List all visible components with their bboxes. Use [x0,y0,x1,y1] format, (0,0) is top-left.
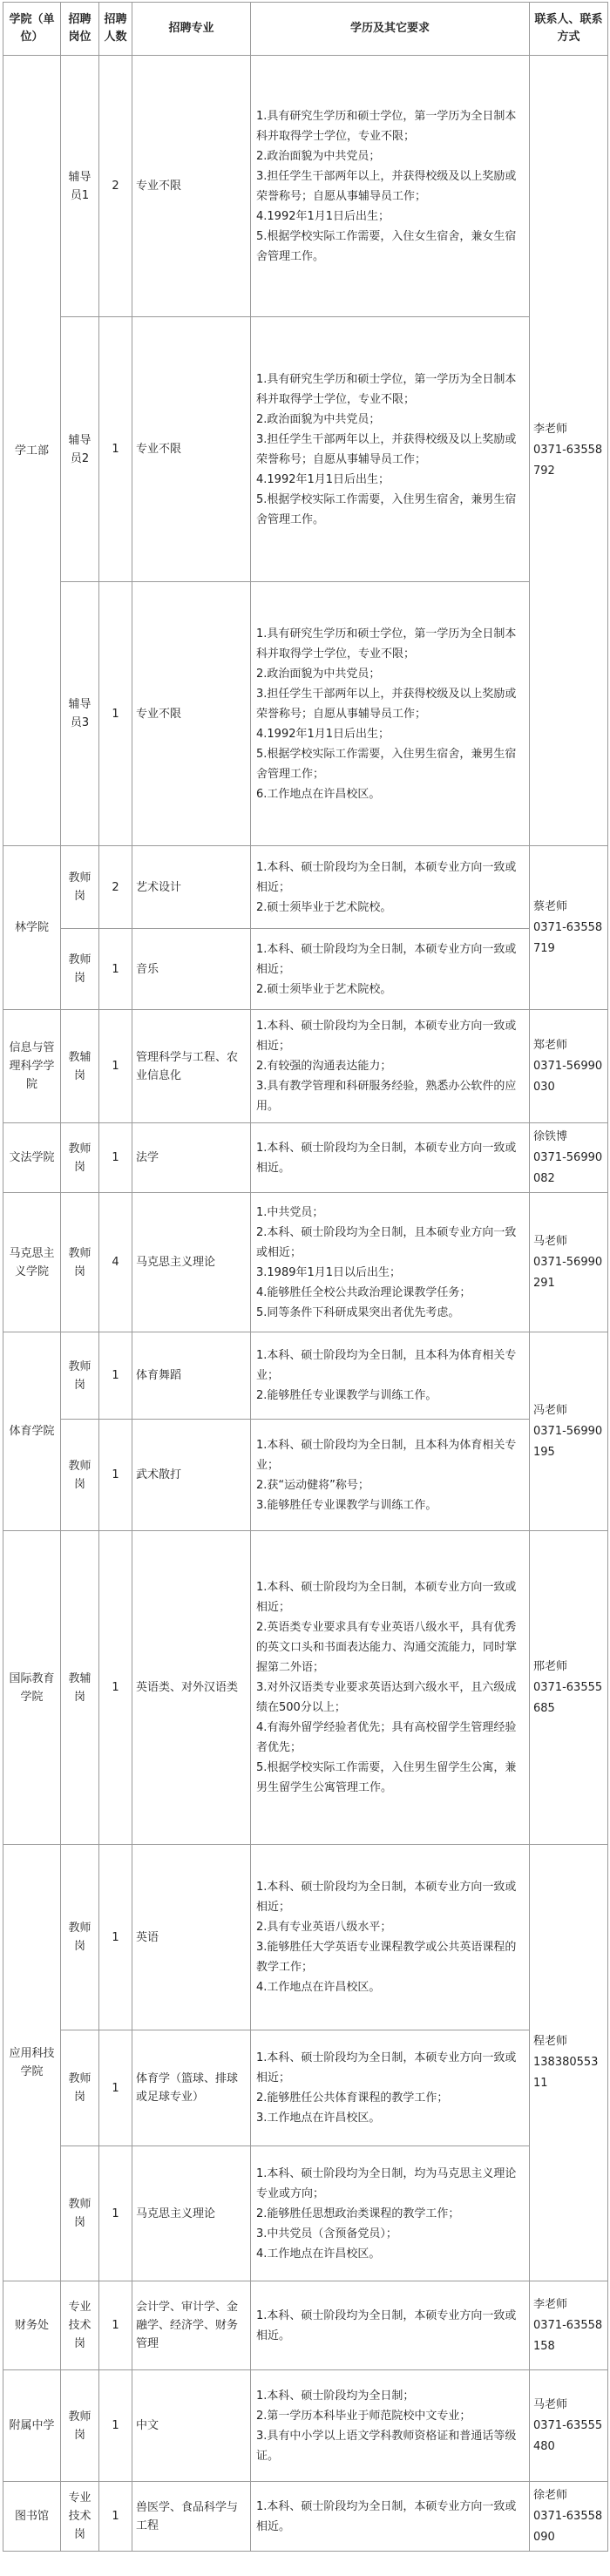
major-cell: 音乐 [132,929,251,1010]
requirement-line: 1.本科、硕士阶段均为全日制，本硕专业方向一致或相近； [256,860,517,894]
requirement-line: 2.第一学历本科毕业于师范院校中文专业； [256,2409,471,2423]
requirements-cell [251,1123,530,1193]
table-row [3,1193,608,1332]
table-row [3,846,608,929]
contact-line: 0371-56990030 [533,1059,603,1094]
requirement-line: 1.具有研究生学历和硕士学位，第一学历为全日制本科并取得学士学位，专业不限； [256,372,517,406]
major-cell: 体育舞蹈 [132,1332,251,1420]
requirements-cell [251,1420,530,1531]
requirement-line: 3.能够胜任大学英语专业课程教学或公共英语课程的教学工作； [256,1941,517,1974]
requirement-line: 4.有海外留学经验者优先；具有高校留学生管理经验者优先； [256,1721,517,1754]
recruitment-table [3,2,608,2552]
requirement-line: 3.1989年1月1日以后出生； [256,1265,402,1279]
major-cell: 专业不限 [132,317,251,582]
requirement-line: 3.工作地点在许昌校区。 [256,2112,381,2125]
requirement-line: 3.对外汉语类专业要求英语达到六级水平，且六级成绩在500分以上； [256,1681,517,1714]
post-cell: 教师岗 [61,1332,99,1420]
major-cell: 马克思主义理论 [132,1193,251,1332]
contact-cell [530,1332,608,1531]
header-contact: 联系人、联系方式 [530,3,608,56]
requirement-line: 4.能够胜任全校公共政治理论课教学任务； [256,1285,471,1299]
post-cell: 教师岗 [61,1193,99,1332]
requirement-line: 1.本科、硕士阶段均为全日制，本硕专业方向一致或相近； [256,2051,517,2085]
requirement-line: 3.担任学生干部两年以上，并获得校级及以上奖励或荣誉称号；自愿从事辅导员工作； [256,432,517,466]
contact-line: 邢老师 [533,1659,568,1673]
unit-cell: 林学院 [3,846,61,1010]
unit-cell: 文法学院 [3,1123,61,1193]
contact-line: 马老师 [533,2397,568,2411]
table-row [3,1123,608,1193]
requirement-line: 2.硕士须毕业于艺术院校。 [256,982,392,996]
count-cell: 1 [99,2146,132,2281]
requirements-cell [251,2281,530,2370]
requirement-line: 1.本科、硕士阶段均为全日制，本硕专业方向一致或相近； [256,1020,517,1053]
contact-cell [530,56,608,846]
requirements-cell [251,1531,530,1845]
requirement-line: 3.具有教学管理和科研服务经验，熟悉办公软件的应用。 [256,1080,517,1113]
unit-cell: 信息与管理科学学院 [3,1010,61,1123]
table-row [3,2030,608,2146]
post-cell: 教辅岗 [61,1010,99,1123]
contact-line: 蔡老师 [533,899,568,913]
contact-cell [530,1123,608,1193]
requirements-cell [251,1332,530,1420]
requirement-line: 1.具有研究生学历和硕士学位，第一学历为全日制本科并取得学士学位，专业不限； [256,627,517,661]
post-cell: 教师岗 [61,2370,99,2482]
requirement-line: 1.本科、硕士阶段均为全日制，均为马克思主义理论专业或方向； [256,2166,517,2200]
requirements-cell [251,846,530,929]
requirements-cell [251,2146,530,2281]
header-num: 招聘人数 [99,3,132,56]
contact-line: 徐铁博 [533,1129,568,1143]
requirement-line: 5.根据学校实际工作需要，入住男生宿舍，兼男生宿舍管理工作； [256,747,517,781]
contact-line: 李老师 [533,423,568,436]
requirement-line: 2.有较强的沟通表达能力； [256,1060,392,1073]
unit-cell: 图书馆 [3,2482,61,2552]
unit-cell: 学工部 [3,56,61,846]
count-cell: 1 [99,1420,132,1531]
unit-cell: 应用科技学院 [3,1845,61,2281]
unit-cell: 国际教育学院 [3,1531,61,1845]
count-cell: 1 [99,1531,132,1845]
requirement-line: 4.1992年1月1日后出生； [256,727,390,741]
requirements-cell [251,56,530,317]
count-cell: 1 [99,2482,132,2552]
post-cell: 教师岗 [61,1420,99,1531]
count-cell: 1 [99,1123,132,1193]
requirement-line: 4.1992年1月1日后出生； [256,472,390,486]
count-cell: 1 [99,317,132,582]
contact-cell [530,1193,608,1332]
requirements-cell [251,2030,530,2146]
contact-line: 0371-63558158 [533,2318,603,2353]
requirement-line: 2.能够胜任公共体育课程的教学工作； [256,2091,449,2105]
contact-line: 13838055311 [533,2056,599,2090]
requirement-line: 1.具有研究生学历和硕士学位，第一学历为全日制本科并取得学士学位，专业不限； [256,109,517,143]
post-cell: 教辅岗 [61,1531,99,1845]
post-cell: 教师岗 [61,929,99,1010]
contact-line: 0371-56990195 [533,1424,603,1459]
major-cell: 武术散打 [132,1420,251,1531]
major-cell: 会计学、审计学、金融学、经济学、财务管理 [132,2281,251,2370]
requirement-line: 2.硕士须毕业于艺术院校。 [256,900,392,914]
contact-cell [530,1531,608,1845]
requirements-cell [251,1845,530,2030]
contact-line: 0371-63555685 [533,1680,603,1715]
contact-line: 0371-56990291 [533,1255,603,1290]
major-cell: 兽医学、食品科学与工程 [132,2482,251,2552]
table-row [3,317,608,582]
requirement-line: 2.政治面貌为中共党员； [256,149,381,163]
requirement-line: 2.获“运动健将”称号； [256,1478,369,1492]
post-cell: 专业技术岗 [61,2281,99,2370]
count-cell: 2 [99,56,132,317]
table-row [3,1420,608,1531]
requirement-line: 1.本科、硕士阶段均为全日制，本硕专业方向一致或相近； [256,942,517,976]
contact-line: 0371-63558719 [533,920,603,955]
post-cell: 教师岗 [61,1123,99,1193]
count-cell: 1 [99,2281,132,2370]
requirement-line: 2.政治面貌为中共党员； [256,412,381,426]
contact-line: 徐老师 [533,2488,568,2502]
table-row [3,1332,608,1420]
requirements-cell [251,1193,530,1332]
post-cell: 辅导员2 [61,317,99,582]
header-post: 招聘岗位 [61,3,99,56]
requirement-line: 2.能够胜任专业课教学与训练工作。 [256,1389,437,1402]
count-cell: 1 [99,2030,132,2146]
contact-line: 0371-63555480 [533,2418,603,2453]
contact-line: 程老师 [533,2035,568,2048]
requirement-line: 1.本科、硕士阶段均为全日制，且本科为体育相关专业； [256,1438,517,1472]
requirements-cell [251,929,530,1010]
major-cell: 马克思主义理论 [132,2146,251,2281]
requirement-line: 3.担任学生干部两年以上，并获得校级及以上奖励或荣誉称号；自愿从事辅导员工作； [256,169,517,203]
requirement-line: 5.同等条件下科研成果突出者优先考虑。 [256,1305,460,1319]
count-cell: 1 [99,2370,132,2482]
table-row [3,1531,608,1845]
major-cell: 管理科学与工程、农业信息化 [132,1010,251,1123]
major-cell: 体育学（篮球、排球或足球专业） [132,2030,251,2146]
contact-cell [530,2482,608,2552]
count-cell: 1 [99,1010,132,1123]
requirement-line: 1.本科、硕士阶段均为全日制，且本科为体育相关专业； [256,1349,517,1382]
contact-line: 马老师 [533,1234,568,1248]
contact-line: 0371-56990082 [533,1150,603,1185]
contact-cell [530,1845,608,2281]
major-cell: 法学 [132,1123,251,1193]
requirement-line: 5.根据学校实际工作需要，入住男生留学生公寓，兼男生留学生公寓管理工作。 [256,1761,517,1794]
post-cell: 专业技术岗 [61,2482,99,2552]
post-cell: 辅导员3 [61,582,99,846]
requirement-line: 3.能够胜任专业课教学与训练工作。 [256,1498,437,1512]
requirement-line: 2.英语类专业要求具有专业英语八级水平，具有优秀的英文口头和书面表达能力、沟通交流能力，同时掌握第二外语； [256,1621,518,1674]
table-row [3,2482,608,2552]
count-cell: 1 [99,582,132,846]
requirement-line: 5.根据学校实际工作需要，入住男生宿舍，兼男生宿舍管理工作。 [256,492,517,526]
contact-line: 冯老师 [533,1403,568,1417]
contact-line: 李老师 [533,2297,568,2311]
requirement-line: 2.具有专业英语八级水平； [256,1921,392,1934]
contact-line: 0371-63558792 [533,444,603,478]
count-cell: 1 [99,1845,132,2030]
table-row [3,1845,608,2030]
requirement-line: 1.本科、硕士阶段均为全日制，本硕专业方向一致或相近。 [256,1141,517,1175]
requirement-line: 4.1992年1月1日后出生； [256,209,390,223]
requirement-line: 3.中共党员（含预备党员）； [256,2227,397,2240]
post-cell: 教师岗 [61,2146,99,2281]
count-cell: 2 [99,846,132,929]
requirement-line: 3.担任学生干部两年以上，并获得校级及以上奖励或荣誉称号；自愿从事辅导员工作； [256,687,517,721]
contact-cell [530,2370,608,2482]
post-cell: 教师岗 [61,846,99,929]
unit-cell: 马克思主义学院 [3,1193,61,1332]
major-cell: 专业不限 [132,56,251,317]
table-row [3,56,608,317]
header-row [3,3,608,56]
requirement-line: 4.工作地点在许昌校区。 [256,1981,381,1994]
post-cell: 教师岗 [61,2030,99,2146]
table-body [3,56,608,2552]
unit-cell: 附属中学 [3,2370,61,2482]
major-cell: 英语 [132,1845,251,2030]
major-cell: 专业不限 [132,582,251,846]
unit-cell: 体育学院 [3,1332,61,1531]
count-cell: 1 [99,1332,132,1420]
requirement-line: 5.根据学校实际工作需要，入住女生宿舍，兼女生宿舍管理工作。 [256,229,517,263]
post-cell: 辅导员1 [61,56,99,317]
requirements-cell [251,317,530,582]
requirement-line: 6.工作地点在许昌校区。 [256,787,381,801]
header-requirements: 学历及其它要求 [251,3,530,56]
requirements-cell [251,2370,530,2482]
major-cell: 艺术设计 [132,846,251,929]
requirements-cell [251,2482,530,2552]
requirements-cell [251,582,530,846]
requirement-line: 2.能够胜任思想政治类课程的教学工作； [256,2207,460,2220]
table-row [3,2281,608,2370]
major-cell: 中文 [132,2370,251,2482]
table-row [3,1010,608,1123]
post-cell: 教师岗 [61,1845,99,2030]
contact-line: 郑老师 [533,1038,568,1052]
contact-line: 0371-63558090 [533,2509,603,2544]
requirement-line: 1.本科、硕士阶段均为全日制，本硕专业方向一致或相近； [256,1881,517,1914]
count-cell: 1 [99,929,132,1010]
table-row [3,582,608,846]
header-major: 招聘专业 [132,3,251,56]
header-unit: 学院（单位） [3,3,61,56]
table-row [3,2370,608,2482]
requirement-line: 2.政治面貌为中共党员； [256,667,381,681]
contact-cell [530,846,608,1010]
requirement-line: 1.本科、硕士阶段均为全日制，本硕专业方向一致或相近； [256,1581,517,1614]
table-row [3,2146,608,2281]
requirement-line: 2.本科、硕士阶段均为全日制，且本硕专业方向一致或相近； [256,1225,517,1259]
requirement-line: 1.本科、硕士阶段均为全日制； [256,2389,415,2403]
requirement-line: 3.具有中小学以上语文学科教师资格证和普通话等级证。 [256,2429,517,2463]
requirements-cell [251,1010,530,1123]
requirement-line: 1.本科、硕士阶段均为全日制，本硕专业方向一致或相近。 [256,2308,517,2342]
contact-cell [530,2281,608,2370]
count-cell: 4 [99,1193,132,1332]
unit-cell: 财务处 [3,2281,61,2370]
major-cell: 英语类、对外汉语类 [132,1531,251,1845]
table-row [3,929,608,1010]
contact-cell [530,1010,608,1123]
requirement-line: 1.中共党员； [256,1205,324,1219]
requirement-line: 4.工作地点在许昌校区。 [256,2247,381,2261]
requirement-line: 1.本科、硕士阶段均为全日制，本硕专业方向一致或相近。 [256,2499,517,2533]
